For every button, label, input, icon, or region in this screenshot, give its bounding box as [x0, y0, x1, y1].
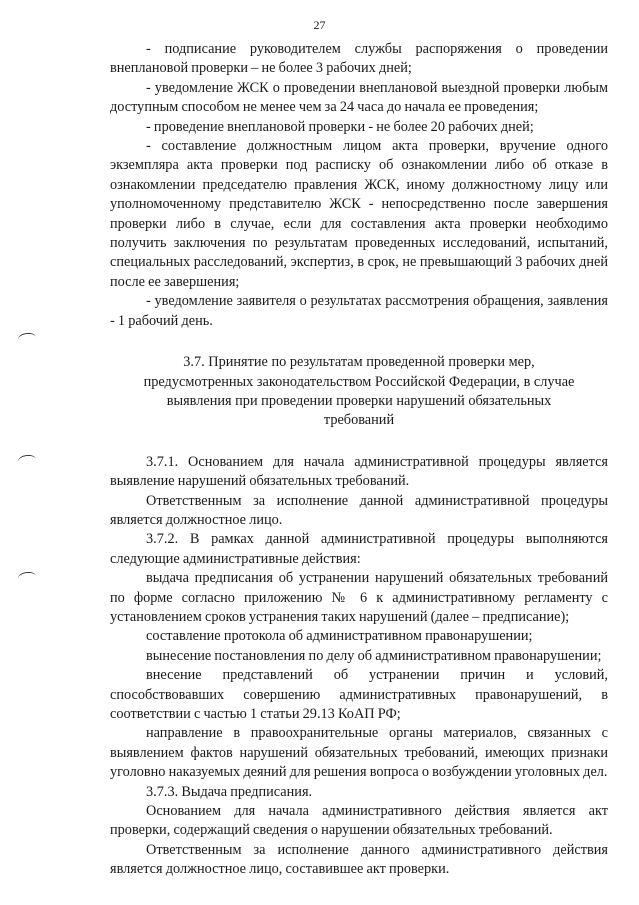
- paragraph: выдача предписания об устранении нарушений обязательных требований по форме согласно приложению № 6 к административному регламенту с установлением сроков устранения таких нарушений (далее – предписание);: [110, 570, 608, 625]
- paragraph: внесение представлений об устранении причин и условий, способствовавших совершению административных правонарушений, в соответствии с частью 1 статьи 29.13 КоАП РФ;: [110, 667, 608, 722]
- paragraph: направление в правоохранительные органы материалов, связанных с выявлением фактов нарушений обязательных требований, имеющих признаки уголовно наказуемых деяний для решения вопроса о возбуждении уголовных дел.: [110, 725, 608, 781]
- paragraph: вынесение постановления по делу об административном правонарушении;: [146, 647, 602, 664]
- paragraph: Ответственным за исполнение данного административного действия является должностное лицо, составившее акт проверки.: [110, 841, 608, 878]
- list-item: - проведение внеплановой проверки - не более 20 рабочих дней;: [146, 118, 534, 135]
- paragraph: Ответственным за исполнение данной административной процедуры является должностное лицо.: [110, 492, 608, 528]
- paragraph: Основанием для начала административного действия является акт проверки, содержащий сведения о нарушении обязательных требований.: [110, 803, 608, 839]
- binder-hole-mark: [17, 332, 36, 345]
- paragraph: 3.7.2. В рамках данной административной процедуры выполняются следующие административные действия:: [110, 531, 608, 567]
- list-item: - составление должностным лицом акта проверки, вручение одного экземпляра акта проверки под расписку об ознакомлении либо об отказе в ознакомлении председателю правления ЖСК, иному должностному лицу или уполномоченному представителю ЖСК - непосредственно после завершения проверки либо в случае, если для составления акта проверки необходимо получить заключения по результатам проведенных исследований, испытаний, специальных расследований, экспертиз, в срок, не превышающий 3 рабочих дней после ее завершения;: [110, 138, 608, 290]
- binder-hole-mark: [17, 454, 36, 467]
- binder-hole-mark: [17, 571, 36, 584]
- list-item: - уведомление заявителя о результатах рассмотрения обращения, заявления - 1 рабочий день.: [110, 293, 608, 329]
- document-body: [110, 40, 608, 880]
- page-number: 27: [313, 18, 326, 32]
- paragraph: 3.7.1. Основанием для начала административной процедуры является выявление нарушений обязательных требований.: [110, 453, 608, 490]
- section-heading: 3.7. Принятие по результатам проведенной проверки мер, предусмотренных законодательством Российской Федерации, в случае выявления при проведении проверки нарушений обязательных требований: [143, 354, 575, 429]
- paragraph: составление протокола об административном правонарушении;: [146, 628, 533, 645]
- list-item: - уведомление ЖСК о проведении внеплановой выездной проверки любым доступным способом не менее чем за 24 часа до начала ее проведения;: [110, 79, 608, 116]
- paragraph: 3.7.3. Выдача предписания.: [146, 783, 313, 800]
- list-item: - подписание руководителем службы распоряжения о проведении внеплановой проверки – не более 3 рабочих дней;: [110, 41, 608, 77]
